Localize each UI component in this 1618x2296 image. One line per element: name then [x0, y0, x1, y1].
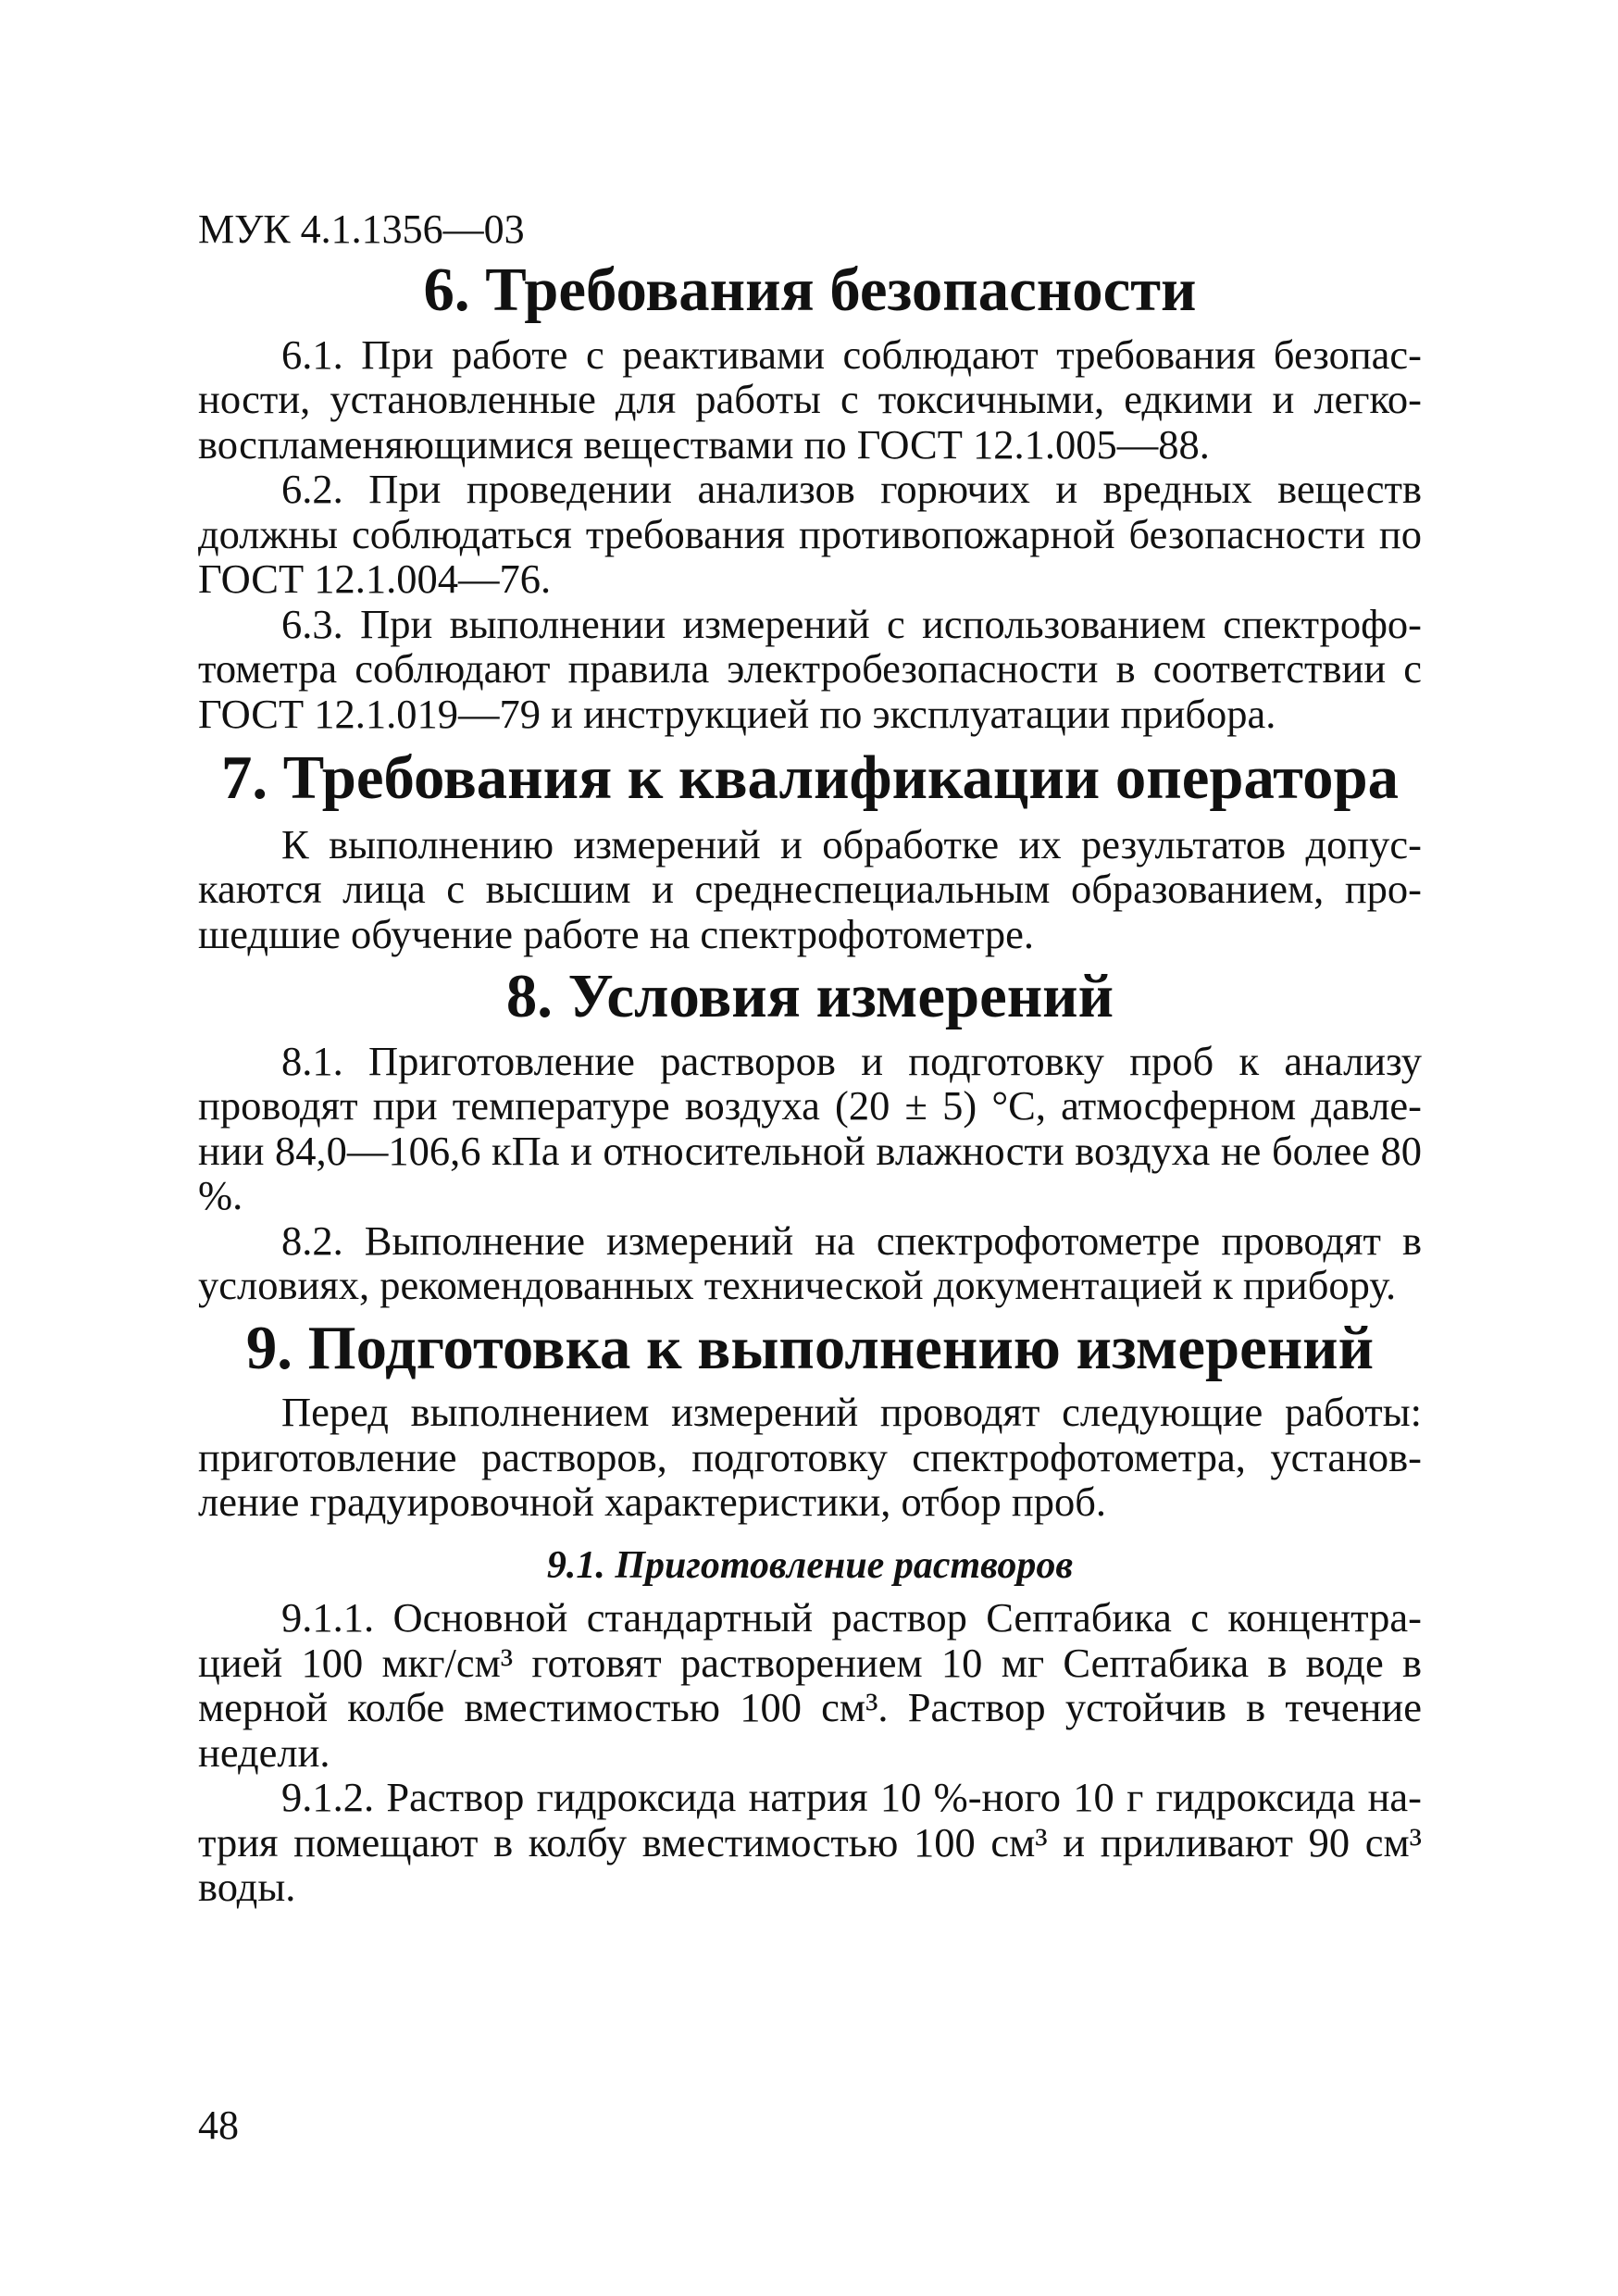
paragraph-9-1-2: 9.1.2. Раствор гидроксида натрия 10 %-ного 10 г гидроксида натрия помещают в колбу вместимостью 100 см³ и приливают 90 см³ воды.	[198, 1774, 1422, 1910]
paragraph-7: К выполнению измерений и обработке их результатов допускаются лица с высшим и среднеспециальным образованием, прошедшие обучение работе на спектрофотометре.	[198, 820, 1422, 957]
paragraph-9: Перед выполнением измерений проводят следующие работы: приготовление растворов, подготовку спектрофотометра, установление градуировочной характеристики, отбор проб.	[198, 1389, 1422, 1525]
paragraph-6-2: 6.2. При проведении анализов горючих и вредных веществ должны соблюдаться требования противопожарной безопасности по ГОСТ 12.1.004—76.	[198, 466, 1422, 602]
section-8-title: 8. Условия измерений	[505, 963, 1114, 1030]
paragraph-6-3: 6.3. При выполнении измерений с использованием спектрофотометра соблюдают правила электробезопасности в соответствии с ГОСТ 12.1.019—79 и инструкцией по эксплуатации прибора.	[198, 600, 1422, 737]
section-7-title: 7. Требования к квалификации оператора	[221, 744, 1399, 812]
section-6-title: 6. Требования безопасности	[423, 256, 1197, 324]
page-number: 48	[198, 2103, 239, 2148]
document-body	[198, 256, 1422, 1910]
section-9-title: 9. Подготовка к выполнению измерений	[245, 1314, 1375, 1382]
document-code: МУК 4.1.1356—03	[198, 206, 525, 252]
paragraph-8-1: 8.1. Приготовление растворов и подготовку проб к анализу проводят при температуре воздуха (20 ± 5) °С, атмосферном давлении 84,0—106,6 кПа и относительной влажности воздуха не более 80 %.	[198, 1037, 1422, 1218]
paragraph-6-1: 6.1. При работе с реактивами соблюдают требования безопасности, установленные для работы с токсичными, едкими и легковоспламеняющимися веществами по ГОСТ 12.1.005—88.	[198, 331, 1422, 468]
paragraph-9-1-1: 9.1.1. Основной стандартный раствор Септабика с концентрацией 100 мкг/см³ готовят растворением 10 мг Септабика в воде в мерной колбе вместимостью 100 см³. Раствор устойчив в течение недели.	[198, 1594, 1422, 1776]
paragraph-8-2: 8.2. Выполнение измерений на спектрофотометре проводят в условиях, рекомендованных технической документацией к прибору.	[198, 1217, 1422, 1308]
subsection-9-1-title: 9.1. Приготовление растворов	[546, 1543, 1074, 1587]
